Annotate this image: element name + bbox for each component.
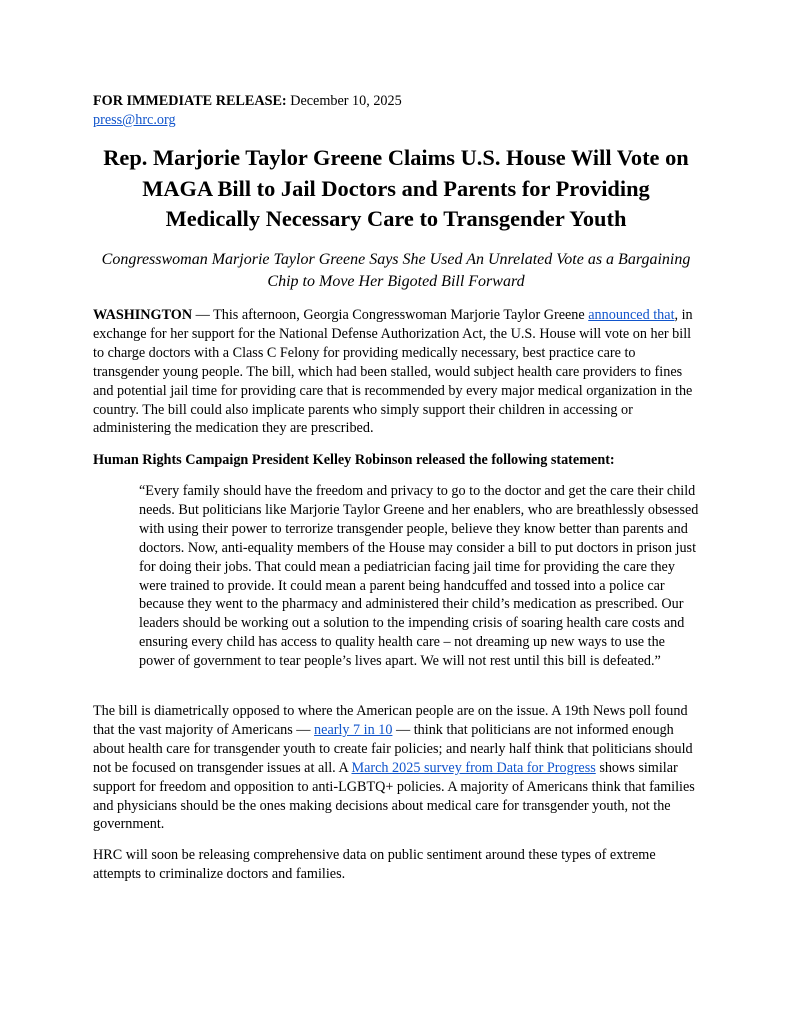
intro-text-1: — This afternoon, Georgia Congresswoman Marjorie Taylor Greene: [192, 307, 589, 323]
release-line: [93, 92, 699, 111]
polling-text-1: The bill is diametrically opposed to where the American people are on the issue. A 19th News poll found that the vast majority of Americans —: [93, 703, 688, 738]
dateline: WASHINGTON: [93, 307, 193, 323]
polling-text-3: shows similar support for freedom and opposition to anti-LGBTQ+ policies. A majority of Americans think that families and physicians should be the ones making decisions about medical care for transgender youth, not the government.: [93, 759, 695, 833]
page-title: Rep. Marjorie Taylor Greene Claims U.S. House Will Vote on MAGA Bill to Jail Doctors and Parents for Providing Medically Necessary Care to Transgender Youth: [103, 145, 689, 231]
statement-intro: Human Rights Campaign President Kelley Robinson released the following statement:: [93, 452, 615, 468]
survey-link[interactable]: March 2025 survey from Data for Progress: [351, 759, 596, 776]
release-label: FOR IMMEDIATE RELEASE:: [93, 93, 287, 109]
blockquote-statement: “Every family should have the freedom and privacy to go to the doctor and get the care their child needs. But politicians like Marjorie Taylor Greene and her enablers, who are breathlessly obsessed with using their power to terrorize transgender people, believe they know better than parents and doctors. Now, anti-equality members of the House may consider a bill to put doctors in prison just for doing their jobs. That could mean a pediatrician facing jail time for providing the care they were trained to provide. It could mean a parent being handcuffed and tossed into a police car because they went to the pharmacy and administered their child’s medication as prescribed. Our leaders should be working out a solution to the impending crisis of soaring health care costs and ensuring every child has access to quality health care – not dreaming up new ways to use the power of government to tear people’s lives apart. We will not rest until this bill is defeated.”: [139, 483, 699, 670]
polling-text-2: — think that politicians are not informed enough about health care for transgender youth to create fair policies; and nearly half think that politicians should not be focused on transgender issues at all. A: [93, 721, 693, 776]
contact-email-link[interactable]: press@hrc.org: [93, 111, 176, 128]
paragraph-intro: [93, 306, 699, 438]
poll-link[interactable]: nearly 7 in 10: [314, 721, 393, 738]
page-subtitle: Congresswoman Marjorie Taylor Greene Says She Used An Unrelated Vote as a Bargaining Chip to Move Her Bigoted Bill Forward: [101, 251, 691, 290]
release-date: December 10, 2025: [290, 93, 402, 109]
intro-text-2: , in exchange for her support for the National Defense Authorization Act, the U.S. House will vote on her bill to charge doctors with a Class C Felony for providing medically necessary, best practice care to transgender young people. The bill, which had been stalled, would subject health care providers to fines and potential jail time for providing care that is recommended by every major medical organization in the country. The bill could also implicate parents who simply support their children in accessing or administering the medication they are prescribed.: [93, 307, 693, 437]
announced-link[interactable]: announced that: [588, 307, 675, 323]
contact-line: [93, 111, 699, 130]
paragraph-polling: [93, 702, 699, 834]
release-header: [93, 92, 699, 130]
paragraph-closing: HRC will soon be releasing comprehensive data on public sentiment around these types of extreme attempts to criminalize doctors and families.: [93, 847, 656, 882]
